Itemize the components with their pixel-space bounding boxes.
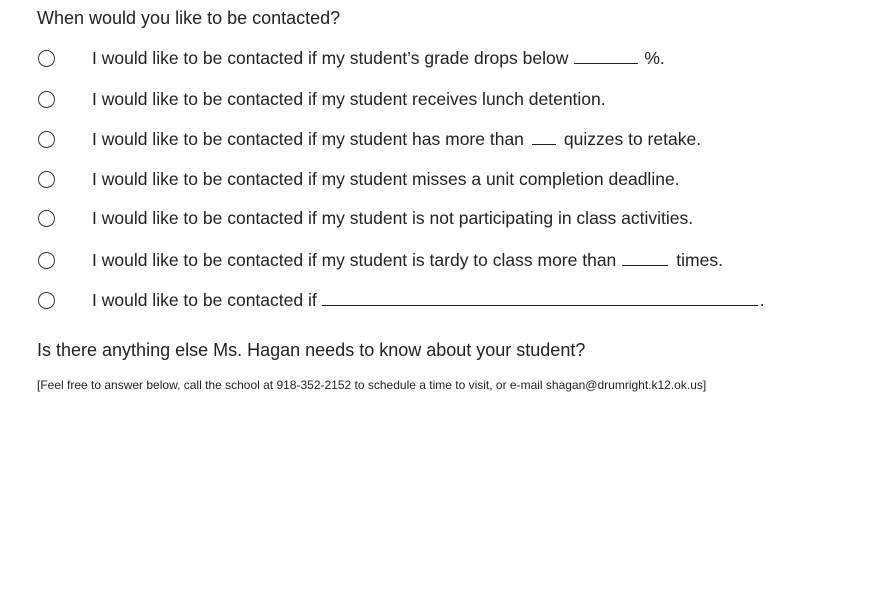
option-tardy-text: I would like to be contacted if my student is tardy to class more than bbox=[92, 250, 617, 270]
radio-lunch-detention[interactable] bbox=[38, 91, 55, 108]
option-lunch-detention-text: I would like to be contacted if my student receives lunch detention. bbox=[92, 89, 606, 109]
option-unit-deadline-text: I would like to be contacted if my student misses a unit completion deadline. bbox=[92, 169, 680, 189]
radio-other[interactable] bbox=[38, 292, 55, 309]
radio-unit-deadline[interactable] bbox=[38, 171, 55, 188]
other-reason-blank[interactable] bbox=[322, 291, 758, 306]
grade-percent-blank[interactable] bbox=[574, 49, 638, 64]
option-other-text: I would like to be contacted if bbox=[92, 290, 317, 310]
option-tardy-suffix: times. bbox=[676, 250, 723, 270]
option-quizzes-retake-text: I would like to be contacted if my student has more than bbox=[92, 129, 524, 149]
quizzes-count-blank[interactable] bbox=[532, 130, 556, 145]
radio-not-participating[interactable] bbox=[38, 210, 55, 227]
option-grade-drops-text: I would like to be contacted if my student’s grade drops below bbox=[92, 48, 569, 68]
radio-quizzes-retake[interactable] bbox=[38, 131, 55, 148]
additional-info-question: Is there anything else Ms. Hagan needs to know about your student? bbox=[37, 340, 586, 360]
radio-tardy[interactable] bbox=[38, 252, 55, 269]
option-not-participating-text: I would like to be contacted if my student is not participating in class activities. bbox=[92, 208, 694, 228]
option-grade-drops-suffix: %. bbox=[644, 48, 665, 68]
contact-question-heading: When would you like to be contacted? bbox=[37, 8, 341, 28]
contact-instructions-note: [Feel free to answer below, call the school at 918-352-2152 to schedule a time to visit, or e-mail shagan@drumright.k12.ok.us] bbox=[37, 378, 707, 392]
option-quizzes-retake-suffix: quizzes to retake. bbox=[563, 129, 702, 149]
tardy-count-blank[interactable] bbox=[622, 251, 668, 266]
radio-grade-drops[interactable] bbox=[38, 50, 55, 67]
option-other-suffix: . bbox=[759, 290, 765, 310]
